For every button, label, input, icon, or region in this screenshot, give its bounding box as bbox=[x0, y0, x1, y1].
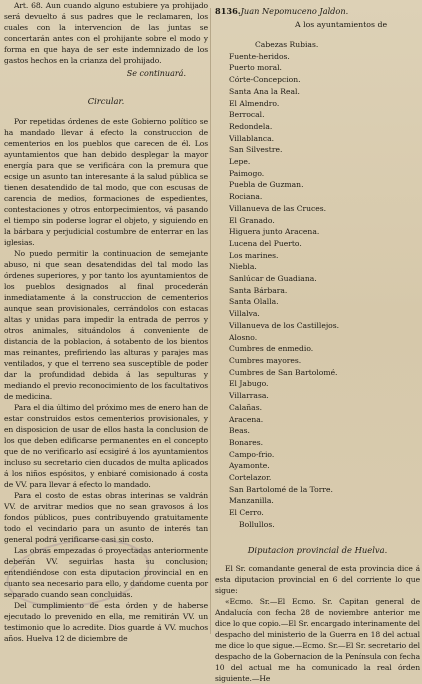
circular-paragraph-4: Para el costo de estas obras interinas se valdrán VV. de arvitrar medios que no sean gravosos á los fondos públicos, pues contribuyendo gratuitamente todo el vecindario para un asunto de interés tan general podrá verificarse casi sin costo. bbox=[4, 491, 208, 544]
town-list-item: Santa Olalla. bbox=[229, 297, 279, 307]
town-list-item: San Bartolomé de la Torre. bbox=[229, 484, 333, 494]
town-list-item: Cumbres mayores. bbox=[229, 355, 302, 365]
town-list bbox=[215, 39, 420, 531]
town-list-item: Calañas. bbox=[229, 402, 263, 412]
town-list-item: Sanlúcar de Guadiana. bbox=[229, 274, 317, 284]
circular-paragraph-1: Por repetidas órdenes de este Gobierno político se ha mandado llevar á efecto la construccion de cementerios en los pueblos que carecen de él. Los ayuntamientos que han debido desplegar la mayor energía para que se verificára con la premura que ecsige un asunto tan interesante á la salud pública se tienen desatendido de tal modo, que con escusas de carencia de medios, formaciones de espedientes, contestaciones y otros entorpecimientos, vá pasando el tiempo sin poderse lograr el objeto, y siguiendo en la bárbara y perjudicial costumbre de enterrar en las iglesias. bbox=[4, 117, 208, 247]
circular-paragraph-6: Del cumplimiento de esta órden y de haberse ejecutado lo prevenido en ella, me remitirán VV. un testimonio que lo acredite. Dios guarde á VV. muchos años. Huelva 12 de diciembre de bbox=[4, 601, 208, 643]
town-list-item: Villanueva de los Castillejos. bbox=[229, 320, 340, 330]
town-list-item: Villarrasa. bbox=[229, 391, 269, 401]
diputacion-heading: Diputacion provincial de Huelva. bbox=[247, 544, 388, 555]
town-list-item: Bollullos. bbox=[239, 519, 275, 529]
town-list-item: Manzanilla. bbox=[229, 496, 274, 506]
town-list-item: Villalva. bbox=[229, 309, 260, 319]
town-list-item: El Jabugo. bbox=[229, 379, 269, 389]
town-list-item: Higuera junto Aracena. bbox=[229, 227, 320, 237]
town-list-item: Lepe. bbox=[229, 157, 251, 167]
running-header bbox=[215, 6, 420, 16]
town-list-item: Villanueva de las Cruces. bbox=[229, 203, 327, 213]
town-list-item: Bonares. bbox=[229, 437, 264, 447]
town-list-item: Berrocal. bbox=[229, 110, 265, 120]
town-list-item: Los marines. bbox=[229, 250, 279, 260]
circular-paragraph-3: Para el dia último del próximo mes de enero han de estar construidos estos cementerios provisionales, y en disposicion de usar de ellos hasta la conclusion de los que deben edificarse permanentes en el concepto que de no verificarlo así ecsigiré á los ayuntamientos incluso su secretario cien ducados de multa aplicados á los niños espósitos, y enbiaré comisionado á costa de VV. para llevar á efecto lo mandado. bbox=[4, 403, 208, 489]
town-list-item: Paimogo. bbox=[229, 168, 265, 178]
town-list-item: Puebla de Guzman. bbox=[229, 180, 304, 190]
town-list-item: Cumbres de San Bartolomé. bbox=[229, 367, 338, 377]
town-list-item: Puerto moral. bbox=[229, 63, 282, 73]
town-list-item: Aracena. bbox=[229, 414, 264, 424]
town-list-item: Ayamonte. bbox=[229, 461, 270, 471]
town-list-item: Lucena del Puerto. bbox=[229, 238, 302, 248]
column-divider bbox=[210, 8, 211, 634]
town-list-item: Campo-frio. bbox=[229, 449, 275, 459]
town-list-item: Córte-Concepcion. bbox=[229, 75, 301, 85]
town-list-item: El Cerro. bbox=[229, 508, 264, 518]
addressees-heading: A los ayuntamientos de bbox=[295, 20, 388, 29]
town-list-item: Cumbres de enmedio. bbox=[229, 344, 314, 354]
town-list-item: San Silvestre. bbox=[229, 145, 283, 155]
right-column bbox=[215, 0, 420, 683]
town-list-item: Beas. bbox=[229, 426, 250, 436]
continuation-note: Se continuará. bbox=[126, 69, 186, 78]
signatory-name: Juan Nepomuceno Jaldon. bbox=[240, 6, 349, 16]
town-list-item: Santa Ana la Real. bbox=[229, 86, 300, 96]
circular-paragraph-2: No puedo permitir la continuacion de semejante abuso, ni que sean desatendidas del tal modo las órdenes superiores, y por tanto los ayuntamientos de los pueblos designados al final procederán inmediatamente á la construccion de cementerios aunque sean provisionales, cerrándolos con estacas altas y unidas para impedir la entrada de perros y otros animales, situándolos á conveniente de distancia de la poblacion, á sotabento de los bientos mas reinantes, prefiriendo las alturas y parajes mas ventilados, y que el terreno sea susceptible de poder dar la profundidad debida á las sepulturas y mediando el previo reconocimiento de los facultativos de medicina. bbox=[4, 249, 208, 401]
diputacion-paragraph-1: El Sr. comandante general de esta provincia dice á esta diputacion provincial en 6 del corriente lo que sigue: bbox=[215, 563, 420, 595]
town-list-item: Cortelazor. bbox=[229, 473, 272, 483]
issue-number: 8136. bbox=[215, 6, 241, 16]
town-list-item: Alosno. bbox=[229, 332, 258, 342]
town-list-item: El Almendro. bbox=[229, 98, 280, 108]
left-column bbox=[4, 0, 208, 643]
circular-heading: Circular. bbox=[87, 96, 125, 106]
town-list-item: Rociana. bbox=[229, 192, 263, 202]
town-list-item: Redondela. bbox=[229, 121, 273, 131]
town-list-item: Cabezas Rubias. bbox=[255, 40, 319, 49]
town-list-item: Santa Bárbara. bbox=[229, 285, 288, 295]
article-68-paragraph: Art. 68. Aun cuando alguno estubiere ya prohijado será devuelto á sus padres que le reclamaren, los cuales con la intervencion de las juntas se concertarán antes con el prohijante sobre el modo y forma en que haya de ser este indemnizado de los gastos hechos en la crianza del prohijado. bbox=[4, 1, 208, 65]
town-list-item: Fuente-heridos. bbox=[229, 51, 290, 61]
diputacion-paragraph-2: «Ecmo. Sr.—El Ecmo. Sr. Capitan general de Andalucía con fecha 28 de noviembre anterior me dice lo que copio.—El Sr. encargado interinamente del despacho del ministerio de la Guerra en 18 del actual me dice lo que sigue.—Ecmo. Sr.—El Sr. secretario del despacho de la Gobernacion de la Península con fecha 10 del actual me ha comunicado la real órden siguiente.—He bbox=[215, 596, 420, 683]
town-list-item: Villablanca. bbox=[229, 133, 275, 143]
town-list-item: El Granado. bbox=[229, 215, 275, 225]
circular-paragraph-5: Las obras empezadas ó proyectadas anteriormente deberán VV. seguirlas hasta su conclusion; entendiéndose con esta diputacion provincial en en cuanto sea necesario para ello, y dandome cuenta por separado cuando sean concluidas. bbox=[4, 546, 208, 599]
town-list-item: Niebla. bbox=[229, 262, 257, 272]
